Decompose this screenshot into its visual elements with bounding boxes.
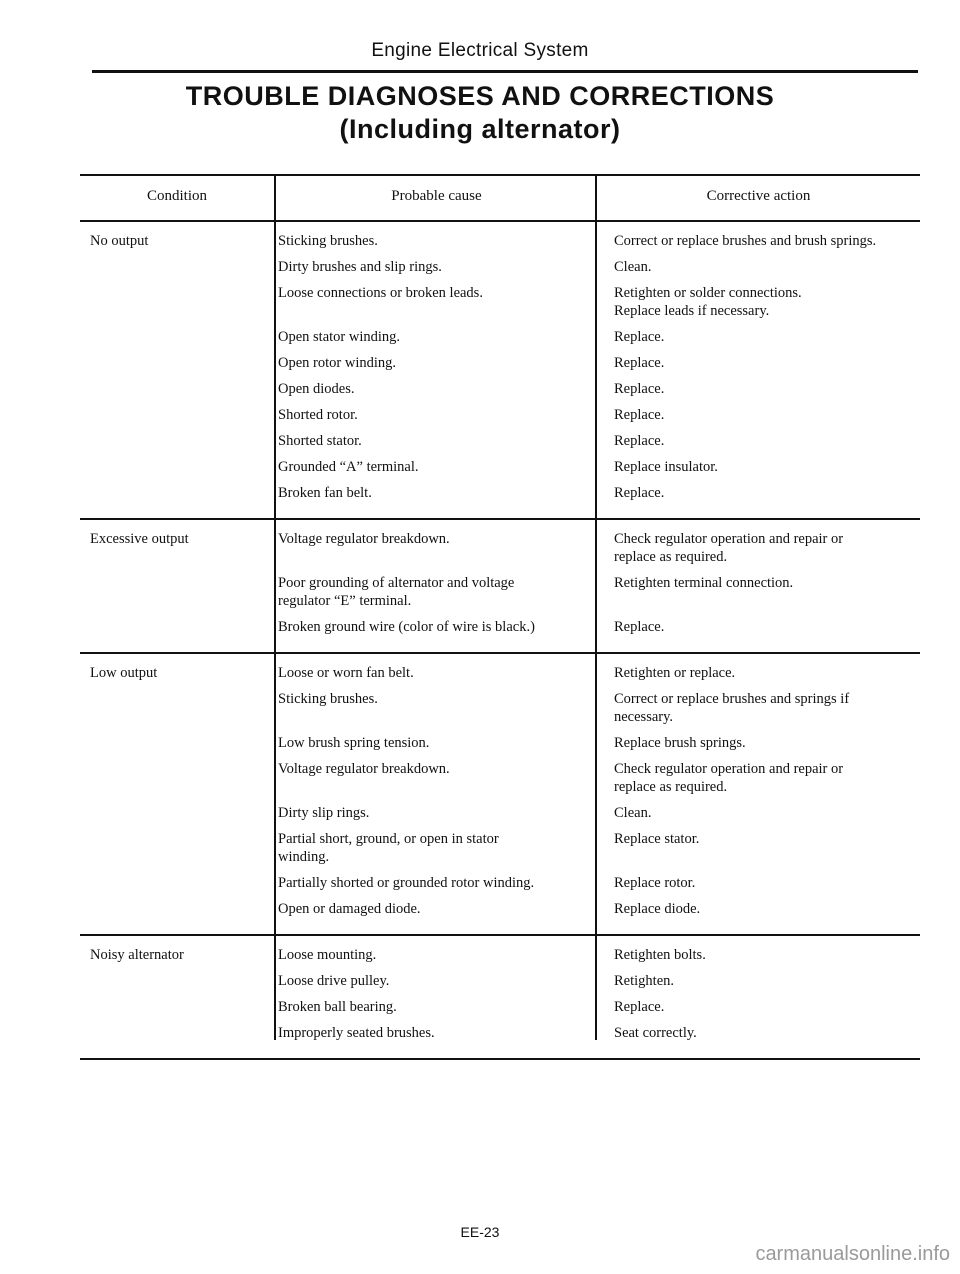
corrective-action-cell: Seat correctly. — [614, 1025, 697, 1041]
corrective-action-cell: Replace diode. — [614, 901, 701, 917]
corrective-action-cell: Retighten bolts. — [614, 947, 706, 963]
condition-cell: Noisy alternator — [90, 947, 184, 963]
table-row — [80, 830, 920, 866]
table-row — [80, 484, 920, 502]
table-row — [80, 760, 920, 796]
corrective-action-cell: Replace stator. — [614, 831, 700, 847]
table-row — [80, 734, 920, 752]
table-row — [80, 574, 920, 610]
probable-cause-cell: Low brush spring tension. — [278, 735, 430, 751]
table-row — [80, 432, 920, 450]
probable-cause-cell: Open diodes. — [278, 381, 355, 397]
probable-cause-cell: Partially shorted or grounded rotor winding. — [278, 875, 535, 891]
probable-cause-cell: Sticking brushes. — [278, 233, 378, 249]
header-corrective-action: Corrective action — [706, 188, 811, 204]
corrective-action-cell: Correct or replace brushes and brush springs. — [614, 233, 877, 249]
probable-cause-cell: Sticking brushes. — [278, 691, 378, 707]
corrective-action-cell: Check regulator operation and repair or replace as required. — [614, 531, 844, 565]
page-number: EE-23 — [460, 1224, 500, 1240]
corrective-action-cell: Replace. — [614, 485, 665, 501]
table-row — [80, 232, 920, 250]
header-probable-cause: Probable cause — [391, 188, 482, 204]
corrective-action-cell: Replace. — [614, 619, 665, 635]
probable-cause-cell: Poor grounding of alternator and voltage regulator “E” terminal. — [278, 575, 515, 609]
table-section — [80, 936, 920, 1060]
probable-cause-cell: Dirty slip rings. — [278, 805, 370, 821]
table-section — [80, 654, 920, 936]
probable-cause-cell: Broken fan belt. — [278, 485, 372, 501]
probable-cause-cell: Broken ball bearing. — [278, 999, 397, 1015]
page-title — [0, 80, 960, 146]
condition-cell: No output — [90, 233, 149, 249]
corrective-action-cell: Replace. — [614, 407, 665, 423]
table-header-row — [80, 174, 920, 222]
table-row — [80, 406, 920, 424]
table-row — [80, 690, 920, 726]
corrective-action-cell: Replace. — [614, 999, 665, 1015]
table-section — [80, 520, 920, 654]
corrective-action-cell: Correct or replace brushes and springs if necessary. — [614, 691, 850, 725]
probable-cause-cell: Open stator winding. — [278, 329, 401, 345]
probable-cause-cell: Loose connections or broken leads. — [278, 285, 483, 301]
probable-cause-cell: Voltage regulator breakdown. — [278, 761, 450, 777]
probable-cause-cell: Improperly seated brushes. — [278, 1025, 435, 1041]
corrective-action-cell: Replace. — [614, 433, 665, 449]
probable-cause-cell: Grounded “A” terminal. — [278, 459, 419, 475]
probable-cause-cell: Open or damaged diode. — [278, 901, 421, 917]
probable-cause-cell: Shorted stator. — [278, 433, 362, 449]
corrective-action-cell: Retighten. — [614, 973, 675, 989]
corrective-action-cell: Retighten or solder connections. Replace leads if necessary. — [614, 285, 802, 319]
header-rule — [92, 70, 918, 73]
probable-cause-cell: Loose or worn fan belt. — [278, 665, 414, 681]
table-row — [80, 328, 920, 346]
probable-cause-cell: Loose mounting. — [278, 947, 377, 963]
corrective-action-cell: Replace rotor. — [614, 875, 696, 891]
table-row — [80, 258, 920, 276]
header-condition: Condition — [146, 188, 207, 204]
corrective-action-cell: Retighten or replace. — [614, 665, 736, 681]
corrective-action-cell: Check regulator operation and repair or replace as required. — [614, 761, 844, 795]
table-row — [80, 530, 920, 566]
table-row — [80, 874, 920, 892]
trouble-table — [80, 174, 920, 1060]
table-section — [80, 222, 920, 520]
condition-cell: Low output — [90, 665, 158, 681]
corrective-action-cell: Replace brush springs. — [614, 735, 746, 751]
corrective-action-cell: Replace. — [614, 355, 665, 371]
table-row — [80, 664, 920, 682]
table-row — [80, 354, 920, 372]
table-row — [80, 618, 920, 636]
table-row — [80, 380, 920, 398]
probable-cause-cell: Loose drive pulley. — [278, 973, 390, 989]
condition-cell: Excessive output — [90, 531, 189, 547]
table-row — [80, 972, 920, 990]
table-row — [80, 804, 920, 822]
probable-cause-cell: Dirty brushes and slip rings. — [278, 259, 442, 275]
watermark: carmanualsonline.info — [755, 1243, 950, 1265]
probable-cause-cell: Shorted rotor. — [278, 407, 358, 423]
table-body — [80, 222, 920, 1060]
table-row — [80, 900, 920, 918]
table-row — [80, 998, 920, 1016]
corrective-action-cell: Clean. — [614, 259, 652, 275]
corrective-action-cell: Replace. — [614, 381, 665, 397]
running-header: Engine Electrical System — [371, 40, 589, 61]
corrective-action-cell: Clean. — [614, 805, 652, 821]
probable-cause-cell: Partial short, ground, or open in stator winding. — [278, 831, 499, 865]
table-row — [80, 1024, 920, 1042]
probable-cause-cell: Voltage regulator breakdown. — [278, 531, 450, 547]
table-row — [80, 946, 920, 964]
probable-cause-cell: Open rotor winding. — [278, 355, 396, 371]
corrective-action-cell: Replace. — [614, 329, 665, 345]
probable-cause-cell: Broken ground wire (color of wire is black.) — [278, 619, 535, 635]
title-line-2: (Including alternator) — [339, 114, 621, 144]
table-row — [80, 458, 920, 476]
table-row — [80, 284, 920, 320]
corrective-action-cell: Replace insulator. — [614, 459, 718, 475]
corrective-action-cell: Retighten terminal connection. — [614, 575, 794, 591]
title-line-1: TROUBLE DIAGNOSES AND CORRECTIONS — [185, 81, 775, 111]
